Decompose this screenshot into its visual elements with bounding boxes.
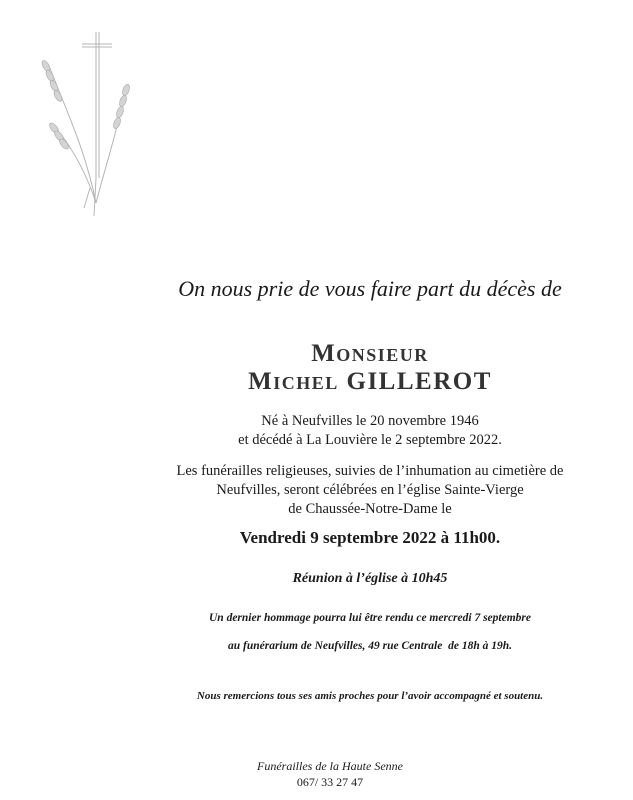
funeral-line: Neufvilles, seront célébrées en l’église Sainte-Vierge [216, 482, 524, 498]
deceased-name [130, 368, 610, 396]
meeting-time: Réunion à l’église à 10h45 [292, 571, 448, 586]
birth-death-info [130, 412, 610, 450]
funeral-line: de Chaussée-Notre-Dame le [288, 501, 452, 517]
title-honorific: Monsieur [311, 340, 429, 367]
first-name: Michel [248, 368, 339, 395]
funeral-home-phone: 067/ 33 27 47 [296, 775, 364, 789]
tribute-location: au funérarium de Neufvilles, 49 rue Centrale de 18h à 19h. [227, 640, 512, 652]
funeral-line: Les funérailles religieuses, suivies de l’inhumation au cimetière de [176, 463, 564, 479]
thanks-line: Nous remercions tous ses amis proches pour l’avoir accompagné et soutenu. [196, 690, 544, 702]
funeral-home-name: Funérailles de la Haute Senne [257, 759, 403, 773]
notice-intro: On nous prie de vous faire part du décès de [178, 276, 562, 301]
funeral-date: Vendredi 9 septembre 2022 à 11h00. [239, 528, 501, 547]
last-name: GILLEROT [346, 368, 492, 395]
funeral-info [130, 462, 610, 519]
birth-line: Né à Neufvilles le 20 novembre 1946 [261, 413, 479, 429]
tribute-line: Un dernier hommage pourra lui être rendu ce mercredi 7 septembre [209, 612, 531, 624]
cross-with-wheat-icon [30, 28, 140, 218]
death-line: et décédé à La Louvière le 2 septembre 2022. [238, 432, 502, 448]
